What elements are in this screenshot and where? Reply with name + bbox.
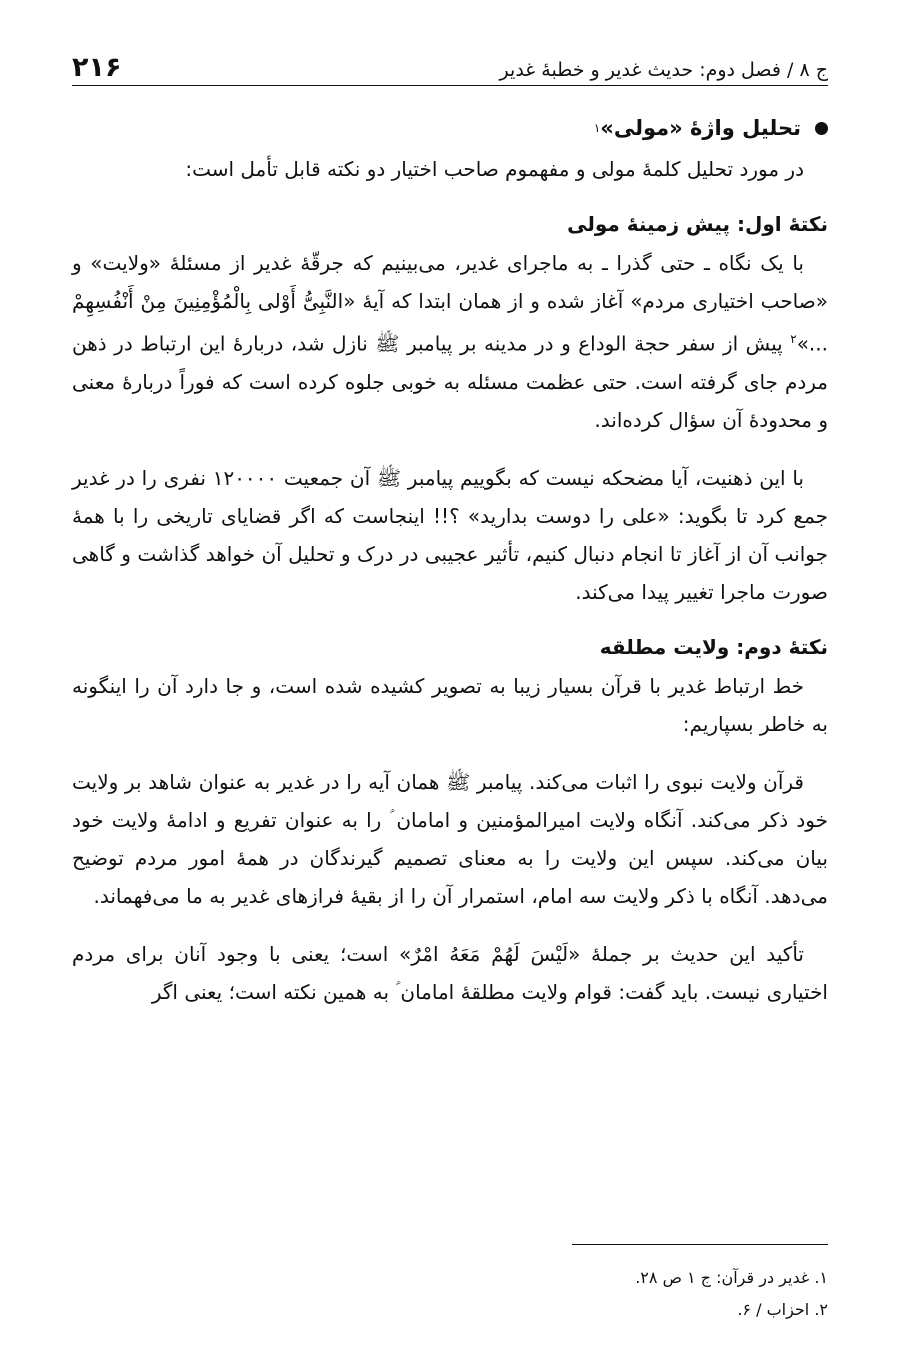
page-header bbox=[72, 36, 828, 84]
paragraph-1 bbox=[72, 244, 828, 439]
footnote-2: ۲. احزاب / ۶. bbox=[737, 1300, 828, 1319]
paragraph-5: تأکید این حدیث بر جملهٔ «لَیْسَ لَهُمْ مَعَهُ امْرٌ» است؛ یعنی با وجود آنان برای مردم اختیاری نیست. باید گفت: قوام ولایت مطلقهٔ امامان ؑ به همین نکته است؛ یعنی اگر bbox=[72, 941, 828, 1004]
section-title-text: تحلیل واژهٔ «مولی» bbox=[600, 116, 801, 140]
footnote-rule bbox=[572, 1244, 828, 1245]
paragraph-1-part-b: پیش از سفر حجة الوداع و در مدینه بر پیامبر ﷺ نازل شد، دربارهٔ این ارتباط در ذهن مردم جای گرفته است. حتی عظمت مسئله به خوبی جلوه کرده است که فوراً دربارهٔ معنی و محدودهٔ آن سؤال کرده‌اند. bbox=[72, 331, 828, 432]
footnote-ref-2: ۲ bbox=[790, 332, 797, 346]
page-number: ۲۱۶ bbox=[72, 52, 122, 83]
running-title: ج ۸ / فصل دوم: حدیث غدیر و خطبهٔ غدیر bbox=[499, 59, 828, 81]
footnote-ref-1: ۱ bbox=[593, 121, 601, 135]
footnote-1: ۱. غدیر در قرآن: ج ۱ ص ۲۸. bbox=[635, 1268, 828, 1287]
section-title bbox=[72, 106, 828, 150]
intro-paragraph: در مورد تحلیل کلمهٔ مولی و مفهموم صاحب اختیار دو نکته قابل تأمل است: bbox=[185, 157, 804, 181]
point-one-title: نکتهٔ اول: پیش زمینهٔ مولی bbox=[567, 212, 828, 236]
paragraph-2: با این ذهنیت، آیا مضحکه نیست که بگوییم پیامبر ﷺ آن جمعیت ۱۲۰۰۰۰ نفری را در غدیر جمع کرد تا بگوید: «علی را دوست بدارید» ؟!! اینجاست که اگر قضایای تاریخی را با همهٔ جوانب آن از آغاز تا انجام دنبال کنیم، تأثیر عجیبی در درک و تحلیل آن خواهد گذاشت و گاهی صورت ماجرا تغییر پیدا می‌کند. bbox=[72, 465, 828, 604]
header-rule bbox=[72, 85, 828, 86]
footnotes bbox=[72, 1262, 828, 1326]
point-two-title: نکتهٔ دوم: ولایت مطلقه bbox=[599, 634, 828, 659]
paragraph-1-part-a: با یک نگاه ـ حتی گذرا ـ به ماجرای غدیر، می‌بینیم که جرقّهٔ غدیر از مسئلهٔ «ولایت» و «صاحب اختیاری مردم» آغاز شده و از همان ابتدا که آیهٔ «النَّبِیُّ أَوْلی بِالْمُؤْمِنِینَ مِنْ أَنْفُسِهِمْ ...» bbox=[72, 251, 828, 356]
bullet-icon bbox=[815, 122, 828, 135]
paragraph-3: خط ارتباط غدیر با قرآن بسیار زیبا به تصویر کشیده شده است، و جا دارد آن را اینگونه به خاطر بسپاریم: bbox=[72, 673, 828, 736]
main-text bbox=[72, 106, 828, 1011]
paragraph-4: قرآن ولایت نبوی را اثبات می‌کند. پیامبر ﷺ همان آیه را در غدیر به عنوان شاهد بر ولایت خود ذکر می‌کند. آنگاه ولایت امیرالمؤمنین و امامان ؑ را به عنوان تفریع و ادامهٔ ولایت خود بیان می‌کند. سپس این ولایت را به معنای تصمیم گیرندگان در همهٔ امور مردم توضیح می‌دهد. آنگاه با ذکر ولایت سه امام، استمرار آن را از بقیهٔ فرازهای غدیر به ما می‌فهماند. bbox=[72, 769, 828, 908]
